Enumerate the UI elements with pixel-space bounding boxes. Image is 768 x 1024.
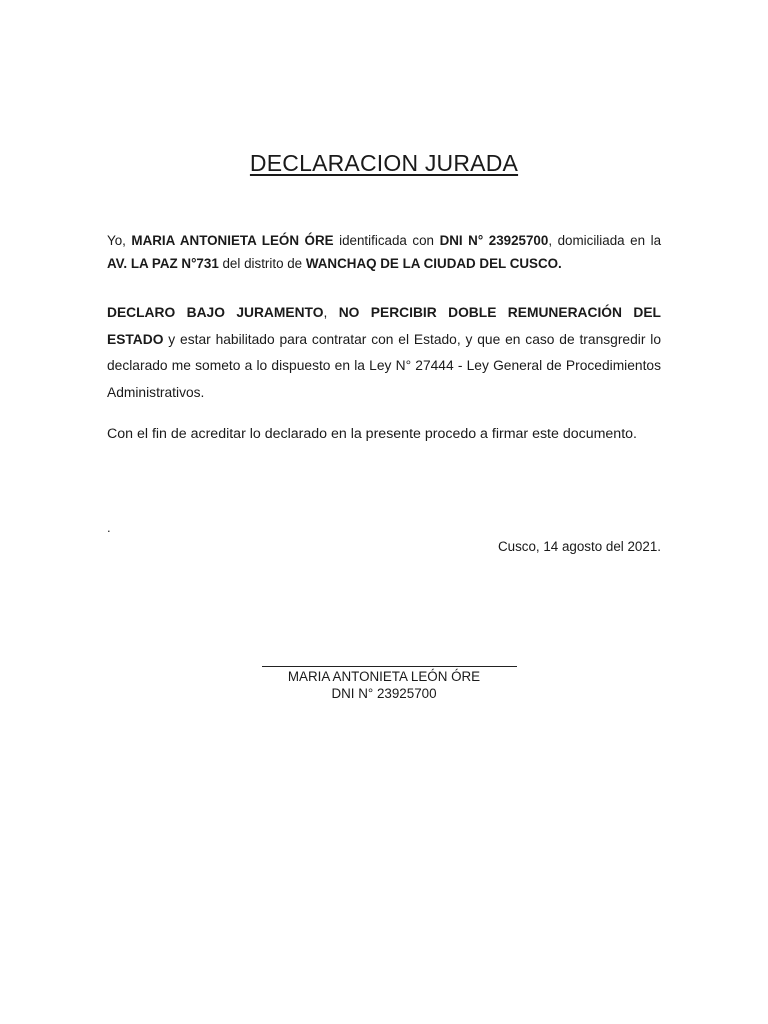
signature-block <box>254 668 514 702</box>
no-percibir-statement: NO PERCIBIR DOBLE REMUNERACIÓN DEL ESTADO <box>107 305 661 347</box>
declarant-dni: DNI N° 23925700 <box>439 233 549 248</box>
signature-line <box>262 666 517 667</box>
place-date: Cusco, 14 agosto del 2021. <box>497 539 661 554</box>
p1-text-2: identificada con <box>333 233 440 248</box>
declarant-district: WANCHAQ DE LA CIUDAD DEL CUSCO. <box>305 256 562 271</box>
identity-paragraph <box>107 229 661 275</box>
stray-dot: . <box>107 520 111 535</box>
p1-text-1: Yo, <box>107 233 132 248</box>
signature-dni: DNI N° 23925700 <box>331 686 437 701</box>
p2-text-2: y estar habilitado para contratar con el Estado, y que en caso de transgredir lo declarado me someto a lo dispuesto en la Ley N° 27444 - Ley General de Procedimientos Administrativos. <box>107 331 661 400</box>
p1-text-4: del distrito de <box>218 256 306 271</box>
declarant-address: AV. LA PAZ N°731 <box>107 256 219 271</box>
declaration-paragraph <box>107 300 661 406</box>
signature-name: MARIA ANTONIETA LEÓN ÓRE <box>287 669 481 684</box>
declarant-name: MARIA ANTONIETA LEÓN ÓRE <box>131 233 334 248</box>
p2-text-1: , <box>323 305 339 320</box>
closing-paragraph: Con el fin de acreditar lo declarado en la presente procedo a firmar este documento. <box>107 426 637 442</box>
document-title: DECLARACION JURADA <box>249 150 519 176</box>
p1-text-3: , domiciliada en la <box>548 233 662 248</box>
declaro-bajo-juramento: DECLARO BAJO JURAMENTO <box>107 305 324 320</box>
